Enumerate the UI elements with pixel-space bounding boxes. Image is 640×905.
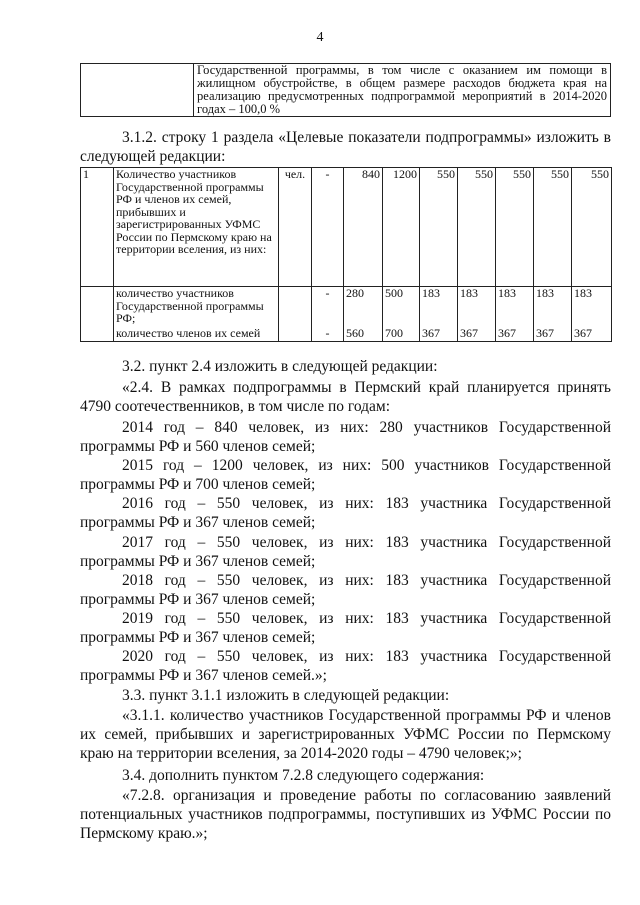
year-2020: 2020 год – 550 человек, из них: 183 участника Государственной программы РФ и 367 членов семей.»; <box>80 648 611 684</box>
value-2018: 367 <box>496 327 534 342</box>
value-2017: 183 <box>458 287 496 328</box>
indicator-name: количество членов их семей <box>114 327 279 342</box>
paragraph-3-3: 3.3. пункт 3.1.1 изложить в следующей редакции: <box>122 687 450 704</box>
unit-cell: чел. <box>279 168 312 287</box>
value-2020: 550 <box>572 168 612 287</box>
paragraph-3-1-2: 3.1.2. строку 1 раздела «Целевые показатели подпрограммы» изложить в следующей редакции: <box>80 129 611 165</box>
paragraph-3-4: 3.4. дополнить пунктом 7.2.8 следующего содержания: <box>122 767 485 784</box>
value-2014: 840 <box>344 168 383 287</box>
page-number: 4 <box>316 30 324 45</box>
paragraph-2-4: «2.4. В рамках подпрограммы в Пермский край планируется принять 4790 соотечественников, в том числе по годам: <box>80 379 611 415</box>
base-value-cell: - <box>312 327 344 342</box>
empty-cell <box>279 287 312 328</box>
indicator-table <box>80 167 612 342</box>
value-2017: 367 <box>458 327 496 342</box>
value-2015: 700 <box>383 327 420 342</box>
continuation-table <box>80 63 611 117</box>
value-2016: 367 <box>420 327 458 342</box>
value-2014: 560 <box>344 327 383 342</box>
year-2018: 2018 год – 550 человек, из них: 183 участника Государственной программы РФ и 367 членов семей; <box>80 572 611 608</box>
value-2018: 550 <box>496 168 534 287</box>
value-2020: 183 <box>572 287 612 328</box>
year-2014: 2014 год – 840 человек, из них: 280 участников Государственной программы РФ и 560 членов семей; <box>80 419 611 455</box>
value-2019: 367 <box>534 327 572 342</box>
value-2020: 367 <box>572 327 612 342</box>
value-2019: 550 <box>534 168 572 287</box>
table-row <box>81 327 612 342</box>
row-number: 1 <box>81 168 114 287</box>
value-2015: 1200 <box>383 168 420 287</box>
base-value-cell: - <box>312 168 344 287</box>
continuation-left-cell <box>81 64 194 117</box>
table-row <box>81 287 612 328</box>
value-2016: 183 <box>420 287 458 328</box>
year-2015: 2015 год – 1200 человек, из них: 500 участников Государственной программы РФ и 700 членов семей; <box>80 457 611 493</box>
value-2016: 550 <box>420 168 458 287</box>
table-row <box>81 168 612 287</box>
paragraph-3-1-1: «3.1.1. количество участников Государственной программы РФ и членов их семей, прибывших и зарегистрированных УФМС России по Пермскому краю на территории вселения, за 2014-2020 годы – 4790 человек;»; <box>80 707 611 762</box>
value-2019: 183 <box>534 287 572 328</box>
empty-cell <box>279 327 312 342</box>
year-2019: 2019 год – 550 человек, из них: 183 участника Государственной программы РФ и 367 членов семей; <box>80 610 611 646</box>
indicator-name: количество участников Государственной программы РФ; <box>114 287 279 328</box>
base-value-cell: - <box>312 287 344 328</box>
value-2017: 550 <box>458 168 496 287</box>
indicator-name: Количество участников Государственной программы РФ и членов их семей, прибывших и зарегистрированных УФМС России по Пермскому краю на территории вселения, из них: <box>114 168 279 287</box>
value-2018: 183 <box>496 287 534 328</box>
value-2014: 280 <box>344 287 383 328</box>
paragraph-7-2-8: «7.2.8. организация и проведение работы по согласованию заявлений потенциальных участников подпрограммы, поступивших из УФМС России по Пермскому краю.»; <box>80 787 611 842</box>
year-2016: 2016 год – 550 человек, из них: 183 участника Государственной программы РФ и 367 членов семей; <box>80 495 611 531</box>
value-2015: 500 <box>383 287 420 328</box>
year-2017: 2017 год – 550 человек, из них: 183 участника Государственной программы РФ и 367 членов семей; <box>80 534 611 570</box>
empty-cell <box>81 287 114 328</box>
empty-cell <box>81 327 114 342</box>
continuation-text-cell: Государственной программы, в том числе с оказанием им помощи в жилищном обустройстве, в общем размере расходов бюджета края на реализацию предусмотренных подпрограммой мероприятий в 2014-2020 годах – 100,0 % <box>194 64 611 117</box>
paragraph-3-2: 3.2. пункт 2.4 изложить в следующей редакции: <box>122 358 438 375</box>
